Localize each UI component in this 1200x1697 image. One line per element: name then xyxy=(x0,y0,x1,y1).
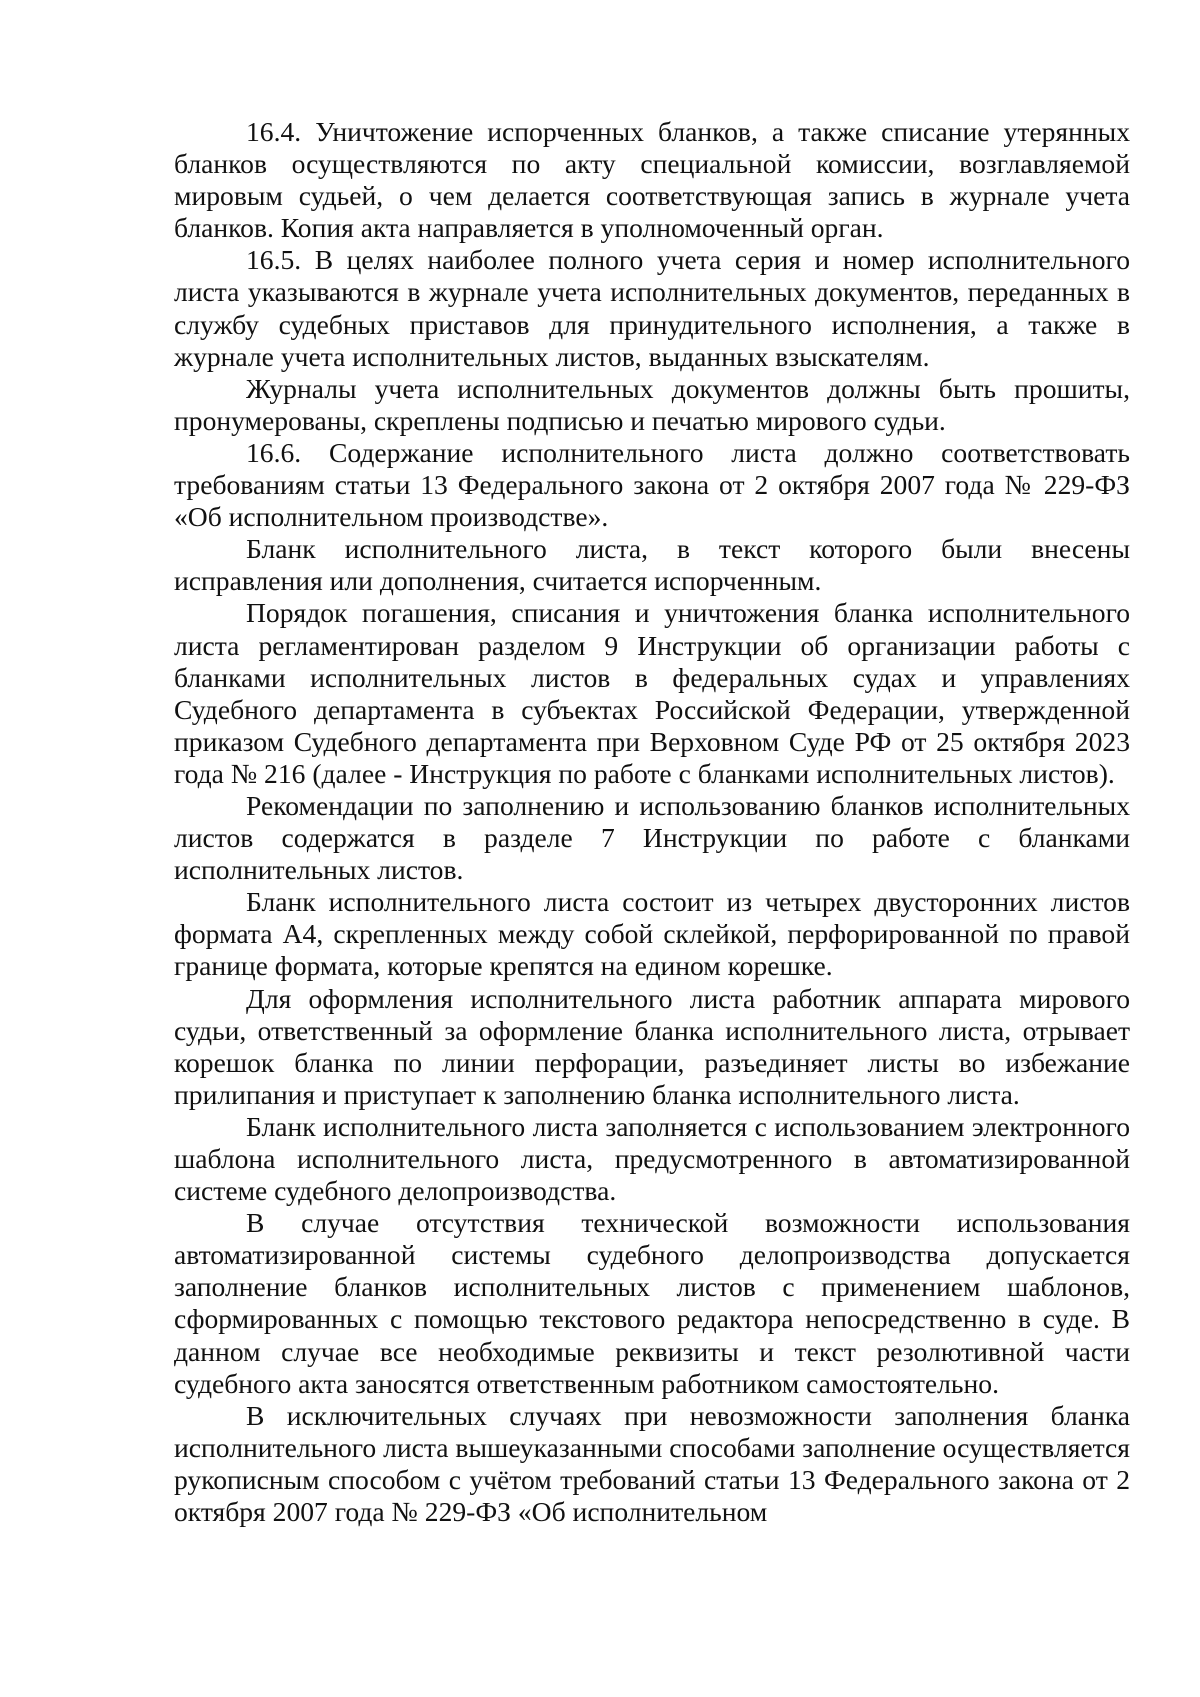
paragraph-spoiled-blank: Бланк исполнительного листа, в текст которого были внесены исправления или дополнения, считается испорченным. xyxy=(174,533,1130,597)
paragraph-blank-structure: Бланк исполнительного листа состоит из четырех двусторонних листов формата А4, скрепленных между собой склейкой, перфорированной по правой границе формата, которые крепятся на едином корешке. xyxy=(174,886,1130,982)
paragraph-16-4: 16.4. Уничтожение испорченных бланков, а также списание утерянных бланков осуществляются по акту специальной комиссии, возглавляемой мировым судьей, о чем делается соответствующая запись в журнале учета бланков. Копия акта направляется в уполномоченный орган. xyxy=(174,116,1130,244)
paragraph-recommendations: Рекомендации по заполнению и использованию бланков исполнительных листов содержатся в разделе 7 Инструкции по работе с бланками исполнительных листов. xyxy=(174,789,1130,886)
paragraph-text-editor-templates: В случае отсутствия технической возможности использования автоматизированной системы судебного делопроизводства допускается заполнение бланков исполнительных листов с применением шаблонов, сформированных с помощью текстового редактора непосредственно в суде. В данном случае все необходимые реквизиты и текст резолютивной части судебного акта заносятся ответственным работником самостоятельно. xyxy=(174,1207,1130,1399)
paragraph-write-off-procedure: Порядок погашения, списания и уничтожения бланка исполнительного листа регламентирован разделом 9 Инструкции об организации работы с бланками исполнительных листов в федеральных судах и управлениях Судебного департамента в субъектах Российской Федерации, утвержденной приказом Судебного департамента при Верховном Суде РФ от 25 октября 2023 года № 216 (далее - Инструкция по работе с бланками исполнительных листов). xyxy=(174,597,1130,789)
document-body xyxy=(174,116,1130,1528)
paragraph-blank-preparation: Для оформления исполнительного листа работник аппарата мирового судьи, ответственный за оформление бланка исполнительного листа, отрывает корешок бланка по линии перфорации, разъединяет листы во избежание прилипания и приступает к заполнению бланка исполнительного листа. xyxy=(174,982,1130,1110)
paragraph-journals: Журналы учета исполнительных документов должны быть прошиты, пронумерованы, скреплены подписью и печатью мирового судьи. xyxy=(174,372,1130,436)
paragraph-handwritten-filling: В исключительных случаях при невозможности заполнения бланка исполнительного листа вышеуказанными способами заполнение осуществляется рукописным способом с учётом требований статьи 13 Федерального закона от 2 октября 2007 года № 229-ФЗ «Об исполнительном xyxy=(174,1399,1130,1528)
paragraph-16-6: 16.6. Содержание исполнительного листа должно соответствовать требованиям статьи 13 Федерального закона от 2 октября 2007 года № 229-ФЗ «Об исполнительном производстве». xyxy=(174,436,1130,533)
paragraph-16-5: 16.5. В целях наиболее полного учета серия и номер исполнительного листа указываются в журнале учета исполнительных документов, переданных в службу судебных приставов для принудительного исполнения, а также в журнале учета исполнительных листов, выданных взыскателям. xyxy=(174,244,1130,372)
paragraph-electronic-template: Бланк исполнительного листа заполняется с использованием электронного шаблона исполнительного листа, предусмотренного в автоматизированной системе судебного делопроизводства. xyxy=(174,1110,1130,1207)
